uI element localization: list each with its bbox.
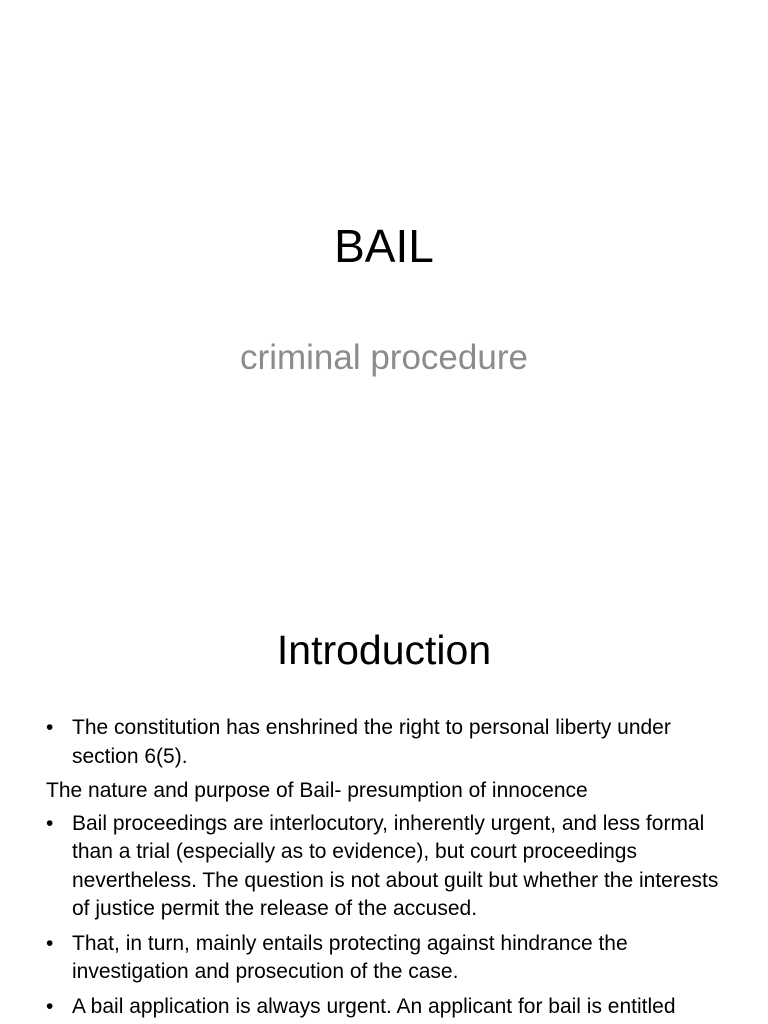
bullet-item (46, 714, 726, 771)
bullet-marker: • (46, 716, 54, 739)
plain-paragraph (46, 777, 726, 806)
introduction-title: Introduction (276, 627, 492, 673)
paragraph-text: The nature and purpose of Bail- presumption of innocence (46, 779, 588, 802)
bullet-text: That, in turn, mainly entails protecting against hindrance the investigation and prosecution of the case. (72, 931, 628, 983)
bullet-item (46, 930, 726, 987)
bullet-marker: • (46, 931, 54, 955)
bullet-text: A bail application is always urgent. An applicant for bail is entitled (72, 994, 676, 1018)
bullet-marker: • (46, 811, 54, 835)
bullet-item (46, 810, 726, 924)
slide-content (46, 714, 726, 1024)
slide-title: BAIL (334, 220, 434, 272)
introduction-slide (0, 576, 768, 1024)
slide-subtitle: criminal procedure (240, 338, 528, 377)
bullet-item (46, 993, 726, 1022)
bullet-text: The constitution has enshrined the right to personal liberty under section 6(5). (72, 716, 671, 768)
bullet-marker: • (46, 994, 54, 1018)
bullet-text: Bail proceedings are interlocutory, inherently urgent, and less formal than a trial (especially as to evidence), but court proceedings nevertheless. The question is not about guilt but whether the interests of justice permit the release of the accused. (72, 811, 719, 920)
